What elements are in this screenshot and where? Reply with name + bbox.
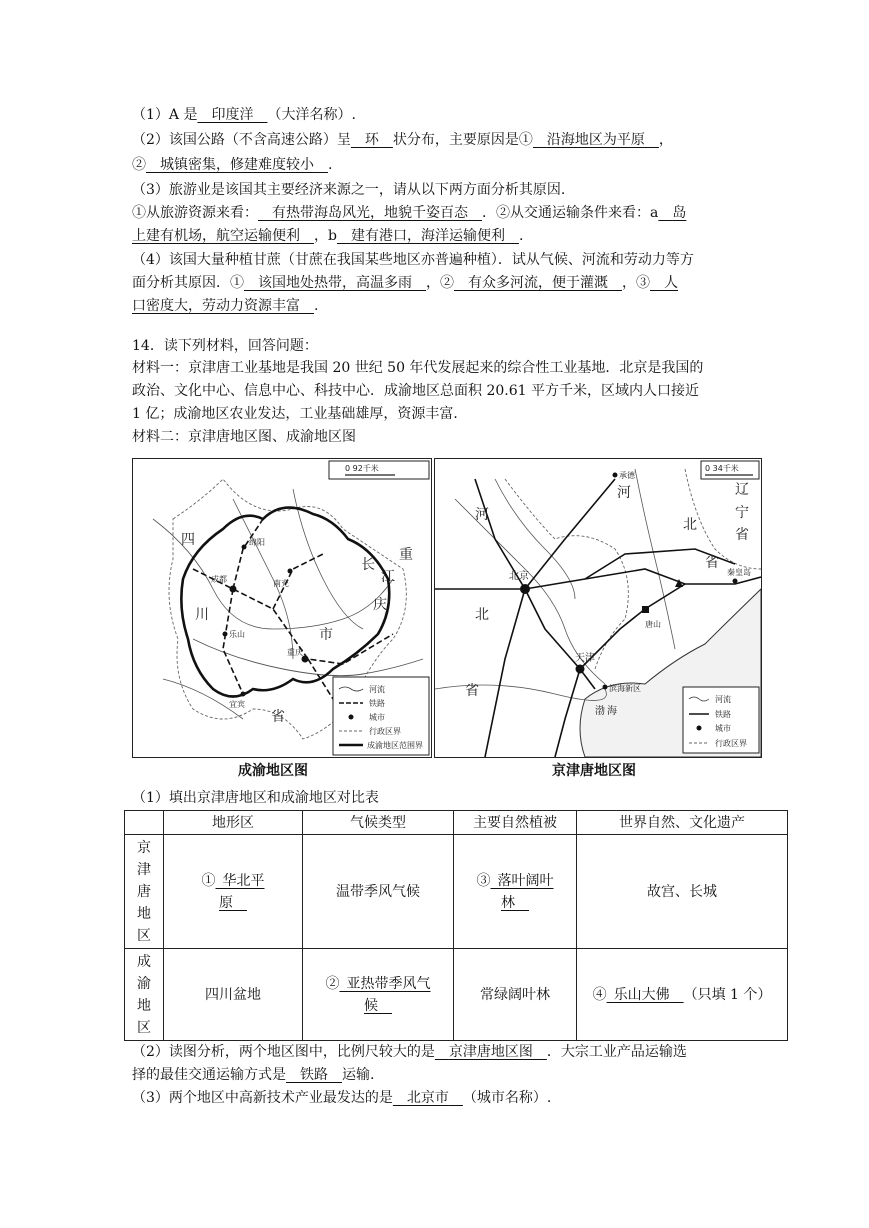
header-landform: 地形区 — [164, 811, 303, 835]
jingjintang-map-drawing — [435, 459, 761, 757]
cy-label-chuan: 川 — [195, 607, 209, 623]
cell-cy-vegetation: 常绿阔叶林 — [454, 949, 577, 1041]
jjt-railway — [525, 589, 595, 689]
answer-port: 建有港口，海洋运输便利 — [350, 228, 505, 244]
jjt-label-sheng: 省 — [465, 683, 479, 699]
city-dot-leshan — [223, 632, 228, 637]
row-name-jingjintang: 京 津 唐 地 区 — [125, 835, 164, 949]
cy-label-zhong: 重 — [399, 547, 413, 563]
cy-label-chang: 长 — [361, 557, 375, 573]
cy-label-si: 四 — [181, 532, 195, 548]
cy-river — [163, 679, 243, 719]
cy-scale-box — [329, 461, 429, 479]
cell-cy-heritage: ④ 乐山大佛 （只填 1 个） — [577, 949, 788, 1041]
city-dot-beijing — [520, 584, 530, 594]
cell-jjt-vegetation: ③ 落叶阔叶 林 — [454, 835, 577, 949]
jjt-railway — [485, 589, 525, 757]
q13-line-8: 面分析其原因．① 该国地处热带，高温多雨 ，② 有众多河流，便于灌溉 ，③ 人 — [132, 275, 678, 291]
cell-cy-landform: 四川盆地 — [164, 949, 303, 1041]
cy-label-mianyang: 绵阳 — [249, 538, 265, 547]
jjt-railway — [580, 584, 685, 669]
jjt-railway — [555, 669, 580, 757]
q13-line-3: ② 城镇密集，修建难度较小 . — [132, 157, 333, 173]
answer-towns: 城镇密集，修建难度较小 — [160, 157, 314, 173]
cy-legend-region: 成渝地区范围界 — [367, 741, 423, 750]
jjt-legend-river: 河流 — [715, 695, 731, 704]
maps-figure — [132, 458, 760, 756]
answer-rivers: 有众多河流，便于灌溉 — [468, 275, 608, 291]
q13-line-9: 口密度大，劳动力资源丰富 . — [132, 298, 319, 314]
jjt-label-sheng3: 省 — [735, 527, 749, 543]
material-1-line-1: 材料一：京津唐工业基地是我国 20 世纪 50 年代发展起来的综合性工业基地．北京是我国的 — [132, 360, 704, 376]
jjt-label-qinhuangdao: 秦皇岛 — [727, 568, 751, 577]
chengyu-map — [132, 458, 432, 758]
q13-line-1: （1）A 是 印度洋 （大洋名称）. — [132, 107, 356, 123]
answer-ring: 环 — [364, 132, 379, 148]
cy-label-yibin: 宜宾 — [229, 700, 245, 709]
answer-beijing: 北京市 — [406, 1090, 449, 1106]
cy-railway — [223, 589, 243, 694]
jjt-label-sheng2: 省 — [705, 555, 719, 571]
header-heritage: 世界自然、文化遗产 — [577, 811, 788, 835]
jjt-label-ning: 宁 — [735, 505, 749, 521]
q13-line-5: ①从旅游资源来看： 有热带海岛风光，地貌千姿百态 ．②从交通运输条件来看：a 岛 — [132, 205, 687, 221]
answer-larger-scale: 京津唐地区图 — [448, 1044, 533, 1060]
q14-part3-line: （3）两个地区中高新技术产业最发达的是 北京市 （城市名称）. — [132, 1090, 552, 1106]
jjt-label-tianjin: 天津 — [575, 653, 595, 664]
cy-label-chongqing: 重庆 — [287, 648, 303, 657]
city-dot-binhai — [603, 685, 608, 690]
cell-jjt-landform: ① 华北平 原 — [164, 835, 303, 949]
cy-scale-label: 0 92千米 — [345, 464, 379, 473]
cy-label-chengdu: 成都 — [211, 575, 227, 584]
jjt-label-hai: 海 — [607, 706, 617, 717]
cy-label-qing: 庆 — [373, 597, 387, 613]
answer-coastal-plain: 沿海地区为平原 — [546, 132, 645, 148]
q14-part2-line-1: （2）读图分析，两个地区图中，比例尺较大的是 京津唐地区图 ．大宗工业产品运输选 — [132, 1044, 687, 1060]
material-1-line-3: 1 亿；成渝地区农业发达，工业基础雄厚，资源丰富． — [132, 406, 468, 422]
answer-indian-ocean: 印度洋 — [211, 107, 254, 123]
material-1-line-2: 政治、文化中心、信息中心、科技中心．成渝地区总面积 20.61 平方千米，区域内人口接近 — [132, 383, 699, 399]
jjt-label-binhai: 滨海新区 — [609, 684, 641, 693]
q13-line-6: 上建有机场，航空运输便利 ，b 建有港口，海洋运输便利 . — [132, 228, 524, 244]
jjt-label-he: 河 — [475, 507, 489, 523]
jjt-label-liao: 辽 — [735, 482, 749, 498]
cell-jjt-climate: 温带季风气候 — [303, 835, 454, 949]
comparison-table — [124, 810, 788, 1041]
header-climate: 气候类型 — [303, 811, 454, 835]
cell-jjt-heritage: 故宫、长城 — [577, 835, 788, 949]
cy-region-boundary — [181, 508, 389, 697]
table-corner — [125, 811, 164, 835]
answer-labor-start: 人 — [664, 275, 678, 291]
table-header-row — [125, 811, 788, 835]
jjt-label-beijing: 北京 — [509, 571, 529, 582]
jjt-legend-admin: 行政区界 — [715, 739, 747, 748]
answer-tourism-resource: 有热带海岛风光，地貌千姿百态 — [272, 205, 468, 221]
jjt-river — [495, 479, 575, 599]
jjt-river — [435, 685, 606, 700]
cy-legend-river: 河流 — [369, 685, 385, 694]
jjt-legend-railway: 铁路 — [715, 710, 731, 719]
row-name-chengyu: 成 渝 地 区 — [125, 949, 164, 1041]
cy-label-shi: 市 — [319, 627, 333, 643]
chengyu-map-caption: 成渝地区图 — [238, 763, 308, 779]
city-dot-qinhuangdao — [733, 579, 738, 584]
cy-label-leshan: 乐山 — [229, 630, 245, 639]
material-2: 材料二：京津唐地区图、成渝地区图 — [132, 429, 356, 445]
cy-legend-railway: 铁路 — [369, 699, 385, 708]
jingjintang-map-caption: 京津唐地区图 — [552, 763, 636, 779]
jjt-scale-label: 0 34千米 — [705, 464, 739, 473]
city-dot-yibin — [241, 692, 246, 697]
cy-legend-city: 城市 — [369, 713, 385, 722]
jjt-railway — [525, 479, 615, 589]
q13-line-2: （2）该国公路（不含高速公路）呈 环 状分布，主要原因是① 沿海地区为平原 ， — [132, 132, 673, 148]
jjt-label-bo: 渤 — [595, 706, 605, 717]
table-row-chengyu — [125, 949, 788, 1041]
cy-label-sheng: 省 — [271, 709, 285, 725]
jingjintang-map — [434, 458, 762, 758]
city-dot-chengdu — [230, 586, 237, 593]
city-dot-tangshan — [642, 606, 649, 613]
q13-line-4: （3）旅游业是该国其主要经济来源之一，请从以下两方面分析其原因. — [132, 182, 566, 198]
jjt-label-he2: 河 — [617, 485, 631, 501]
cy-label-jiang: 江 — [381, 569, 395, 585]
city-dot-nanchong — [288, 569, 293, 574]
table-intro: （1）填出京津唐地区和成渝地区对比表 — [132, 790, 379, 806]
cy-label-nanchong: 南充 — [273, 579, 289, 588]
answer-labor: 口密度大，劳动力资源丰富 — [132, 298, 300, 314]
city-dot-tianjin — [576, 665, 585, 674]
jjt-label-bei2: 北 — [683, 517, 697, 533]
answer-railway: 铁路 — [300, 1067, 328, 1083]
chengyu-map-drawing — [133, 459, 431, 757]
q14-part2-line-2: 择的最佳交通运输方式是 铁路 运输. — [132, 1067, 375, 1083]
jjt-label-chengde: 承德 — [619, 471, 635, 480]
answer-airport-start: 岛 — [672, 205, 687, 221]
jjt-label-bei: 北 — [475, 607, 489, 623]
cell-cy-climate: ② 亚热带季风气 候 — [303, 949, 454, 1041]
q13-line-7: （4）该国大量种植甘蔗（甘蔗在我国某些地区亦普遍种植）．试从气候、河流和劳动力等方 — [132, 252, 694, 268]
q14-title: 14．读下列材料，回答问题： — [132, 338, 318, 354]
jjt-railway — [435, 569, 761, 589]
header-vegetation: 主要自然植被 — [454, 811, 577, 835]
city-dot-mianyang — [242, 545, 247, 550]
city-dot-chengde — [613, 473, 618, 478]
answer-airport: 上建有机场，航空运输便利 — [132, 228, 300, 244]
jjt-label-tangshan: 唐山 — [645, 620, 661, 629]
cy-legend-admin: 行政区界 — [369, 727, 401, 736]
jjt-legend-city: 城市 — [715, 724, 731, 733]
answer-climate: 该国地处热带，高温多雨 — [258, 275, 412, 291]
table-row-jingjintang — [125, 835, 788, 949]
